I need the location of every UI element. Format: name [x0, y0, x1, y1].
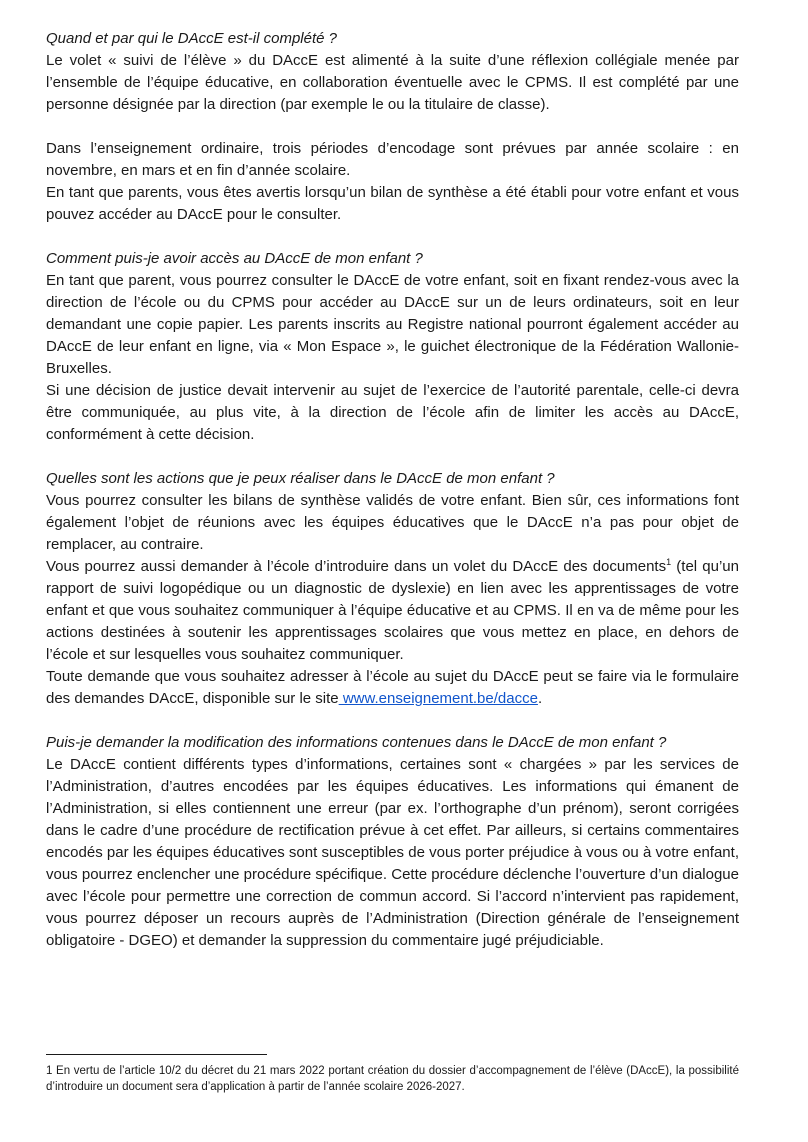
section-heading: Quand et par qui le DAccE est-il complété ?	[46, 30, 337, 47]
section-when-completed	[46, 28, 739, 226]
section-heading: Puis-je demander la modification des informations contenues dans le DAccE de mon enfant ?	[46, 734, 667, 751]
paragraph: En tant que parents, vous êtes avertis lorsqu’un bilan de synthèse a été établi pour votre enfant et vous pouvez accéder au DAccE pour le consulter.	[46, 184, 739, 223]
footnote-reference[interactable]: 1	[666, 557, 672, 567]
footnote-marker: 1	[46, 1065, 53, 1077]
paragraph	[46, 666, 739, 710]
paragraph: Le volet « suivi de l’élève » du DAccE est alimenté à la suite d’une réflexion collégiale menée par l’ensemble de l’équipe éducative, en collaboration éventuelle avec le CPMS. Il est complété par une personne désignée par la direction (par exemple le ou la titulaire de classe).	[46, 52, 739, 113]
paragraph: Dans l’enseignement ordinaire, trois périodes d’encodage sont prévues par année scolaire : en novembre, en mars et en fin d’année scolaire.	[46, 140, 739, 179]
paragraph-text: Vous pourrez aussi demander à l’école d’introduire dans un volet du DAccE des documents	[46, 558, 667, 575]
paragraph-text: Toute demande que vous souhaitez adresser à l’école au sujet du DAccE peut se faire via le formulaire des demandes DAccE, disponible sur le site	[46, 668, 739, 707]
paragraph	[46, 556, 739, 666]
section-access	[46, 248, 739, 446]
footnote-separator	[46, 1054, 267, 1055]
paragraph-text: .	[537, 690, 543, 707]
document-body	[46, 28, 739, 974]
paragraph: En tant que parent, vous pourrez consulter le DAccE de votre enfant, soit en fixant rendez-vous avec la direction de l’école ou du CPMS pour accéder au DAccE sur un de leurs ordinateurs, soit en leur demandant une copie papier. Les parents inscrits au Registre national pourront également accéder au DAccE de leur enfant en ligne, via « Mon Espace », le guichet électronique de la Fédération Wallonie-Bruxelles.	[46, 272, 739, 377]
section-modification	[46, 732, 739, 952]
paragraph: Le DAccE contient différents types d’informations, certaines sont « chargées » par les services de l’Administration, d’autres encodées par les équipes éducatives. Les informations qui émanent de l’Administration, si elles contiennent une erreur (par ex. l’orthographe d’un prénom), seront corrigées dans le cadre d’une procédure de rectification prévue à cet effet. Par ailleurs, si certains commentaires encodés par les équipes éducatives sont susceptibles de vous porter préjudice à vous ou à votre enfant, vous pourrez enclencher une procédure spécifique. Cette procédure déclenche l’ouverture d’un dialogue avec l’école pour permettre une correction de commun accord. Si l’accord n’intervient pas rapidement, vous pourrez déposer un recours auprès de l’Administration (Direction générale de l’enseignement obligatoire - DGEO) et demander la suppression du commentaire jugé préjudiciable.	[46, 756, 739, 949]
section-actions	[46, 468, 739, 710]
paragraph-text: (tel qu’un rapport de suivi logopédique ou un diagnostic de dyslexie) en lien avec les apprentissages de votre enfant et que vous souhaitez communiquer à l’équipe éducative et au CPMS. Il en va de même pour les actions destinées à soutenir les apprentissages scolaires que vous mettez en place, en dehors de l’école et sur lesquelles vous souhaitez communiquer.	[46, 558, 739, 663]
section-heading: Quelles sont les actions que je peux réaliser dans le DAccE de mon enfant ?	[46, 470, 555, 487]
paragraph: Vous pourrez consulter les bilans de synthèse validés de votre enfant. Bien sûr, ces informations font également l’objet de réunions avec les équipes éducatives que le DAccE n’a pas pour objet de remplacer, au contraire.	[46, 492, 739, 553]
dacce-website-link[interactable]: www.enseignement.be/dacce	[338, 690, 538, 707]
paragraph: Si une décision de justice devait intervenir au sujet de l’exercice de l’autorité parentale, celle-ci devra être communiquée, au plus vite, à la direction de l’école afin de limiter les accès au DAccE, conformément à cette décision.	[46, 382, 739, 443]
footnote	[46, 1063, 739, 1095]
footnote-text: En vertu de l’article 10/2 du décret du 21 mars 2022 portant création du dossier d’accompagnement de l’élève (DAccE), la possibilité d’introduire un document sera d’application à partir de l’année scolaire 2026-2027.	[46, 1065, 739, 1093]
section-heading: Comment puis-je avoir accès au DAccE de mon enfant ?	[46, 250, 423, 267]
